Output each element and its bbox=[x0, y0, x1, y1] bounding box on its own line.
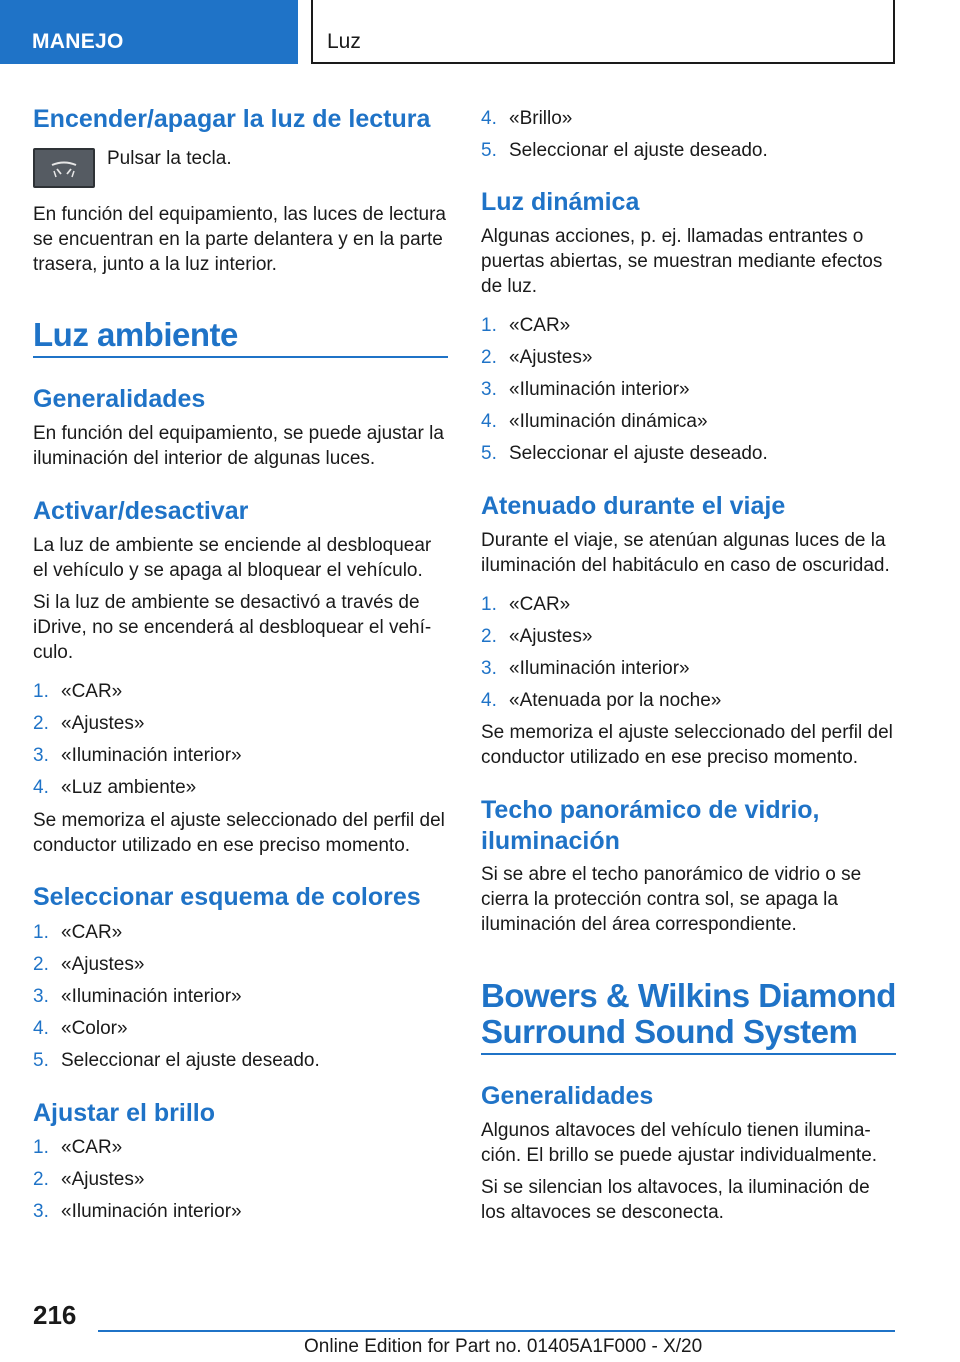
reading-description: En función del equipamiento, las luces de lectura se encuentran en la parte delantera y en la parte trasera, junto a la luz interior. bbox=[33, 204, 446, 275]
ambient-heading-rule bbox=[33, 356, 448, 358]
activate-text-1: La luz de ambiente se enciende al desbloquear el vehículo y se apaga al bloquear el vehículo. bbox=[33, 535, 432, 581]
dynamic-text: Algunas acciones, p. ej. llamadas entrantes o puertas abiertas, se muestran mediante efectos de luz. bbox=[481, 226, 883, 297]
dimming-text: Durante el viaje, se atenúan algunas luces de la iluminación del habitáculo en caso de oscuridad. bbox=[481, 530, 890, 576]
reading-light-heading: Encender/apagar la luz de lectura bbox=[33, 105, 431, 133]
edition-text: Online Edition for Part no. 01405A1F000 - X/20 bbox=[304, 1336, 703, 1357]
general-text: En función del equipamiento, se puede ajustar la iluminación del interior de algunas luces. bbox=[33, 423, 444, 469]
brightness-heading: Ajustar el brillo bbox=[33, 1099, 215, 1127]
header-section-tab bbox=[0, 0, 298, 64]
header-chapter-tab bbox=[311, 0, 895, 64]
bw-heading-rule bbox=[481, 1053, 896, 1055]
ambient-light-heading: Luz ambiente bbox=[33, 316, 238, 353]
dimming-note: Se memoriza el ajuste seleccionado del perfil del conductor utilizado en ese preciso momento. bbox=[481, 722, 893, 768]
section-label: MANEJO bbox=[32, 30, 124, 53]
general-heading: Generalidades bbox=[33, 385, 206, 413]
bw-heading-line-2: Surround Sound System bbox=[481, 1013, 858, 1050]
activate-text-2: Si la luz de ambiente se desactivó a través de iDrive, no se encenderá al desbloquear el vehículo. bbox=[33, 592, 432, 663]
colors-heading: Seleccionar esquema de colores bbox=[33, 883, 421, 911]
roof-heading-line-1: Techo panorámico de vidrio, bbox=[481, 796, 820, 824]
dynamic-light-heading: Luz dinámica bbox=[481, 188, 640, 216]
bw-text-2: Si se silencian los altavoces, la iluminación de los altavoces se desconecta. bbox=[481, 1177, 870, 1223]
roof-heading-line-2: iluminación bbox=[481, 827, 620, 855]
page-number: 216 bbox=[33, 1300, 77, 1330]
chapter-label: Luz bbox=[327, 30, 361, 53]
roof-text: Si se abre el techo panorámico de vidrio o se cierra la protección contra sol, se apaga la iluminación del área correspondiente. bbox=[481, 864, 862, 935]
reading-press-text: Pulsar la tecla. bbox=[107, 148, 232, 169]
activate-note: Se memoriza el ajuste seleccionado del perfil del conductor utilizado en ese preciso momento. bbox=[33, 810, 445, 856]
bw-general-heading: Generalidades bbox=[481, 1082, 654, 1110]
bw-heading-line-1: Bowers & Wilkins Diamond bbox=[481, 977, 896, 1014]
activate-heading: Activar/desactivar bbox=[33, 497, 249, 525]
reading-light-key-icon bbox=[33, 148, 95, 188]
bw-text-1: Algunos altavoces del vehículo tienen iluminación. El brillo se puede ajustar individualmente. bbox=[481, 1120, 878, 1166]
dimming-heading: Atenuado durante el viaje bbox=[481, 492, 786, 520]
footer-rule bbox=[98, 1330, 895, 1332]
